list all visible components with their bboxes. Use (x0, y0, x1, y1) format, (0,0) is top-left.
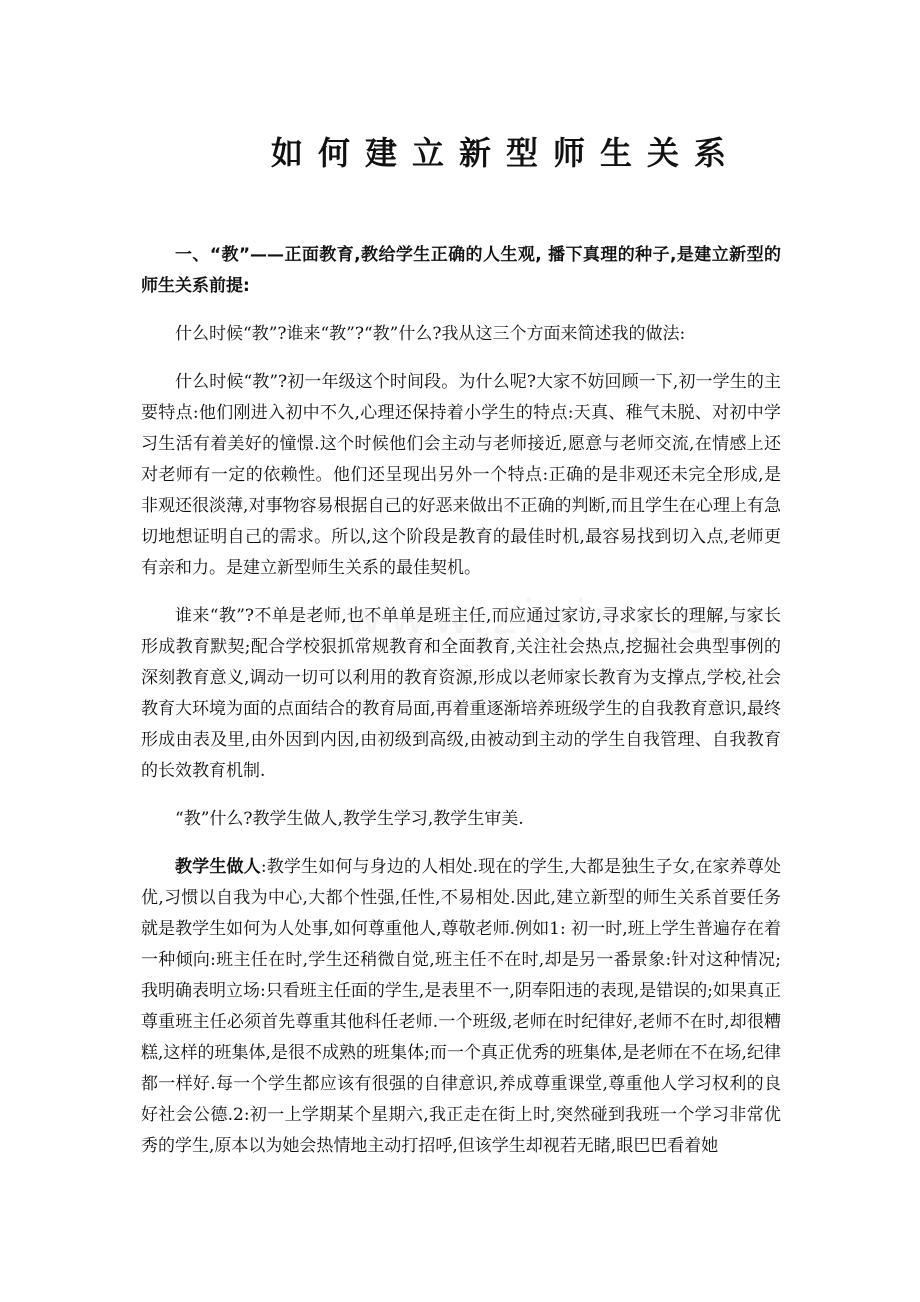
document-body (141, 240, 781, 1162)
who-paragraph (141, 601, 781, 787)
teach-conduct-text: :教学生如何与身边的人相处.现在的学生,大都是独生子女,在家养尊处优,习惯以自我为中心,大都个性强,任性,不易相处.因此,建立新型的师生关系首要任务就是教学生如何为人处事,如何尊重他人,尊敬老师.例如1: 初一时,班上学生普遍存在着一种倾向:班主任在时,学生还稍微自觉,班主任不在时,却是另一番景象:针对这种情况;我明确表明立场:只看班主任面的学生,是表里不一,阴奉阳违的表现,是错误的;如果真正尊重班主任必须首先尊重其他科任老师.一个班级,老师在时纪律好,老师不在时,却很糟糕,这样的班集体,是很不成熟的班集体;而一个真正优秀的班集体,是老师在不在场,纪律都一样好.每一个学生都应该有很强的自律意识,养成尊重课堂,尊重他人学习权利的良好社会公德.2:初一上学期某个星期六,我正走在街上时,突然碰到我班一个学习非常优秀的学生,原本以为她会热情地主动打招呼,但该学生却视若无睹,眼巴巴看着她 (141, 857, 781, 1156)
document-title: 如何建立新型师生关系 (270, 134, 741, 172)
when-paragraph-text: 什么时候“教”?初一年级这个时间段。为什么呢?大家不妨回顾一下,初一学生的主要特点:他们刚进入初中不久,心理还保持着小学生的特点:天真、稚气未脱、对初中学习生活有着美好的憧憬.这个时候他们会主动与老师接近,愿意与老师交流,在情感上还对老师有一定的依赖性。他们还呈现出另外一个特点:正确的是非观还未完全形成,是非观还很淡薄,对事物容易根据自己的好恶来做出不正确的判断,而且学生在心理上有急切地想证明自己的需求。所以,这个阶段是教育的最佳时机,最容易找到切入点,老师更有亲和力。是建立新型师生关系的最佳契机。 (141, 372, 781, 578)
intro-paragraph-text: 什么时候“教”?谁来“教”?“教”什么?我从这三个方面来简述我的做法: (175, 324, 686, 344)
what-paragraph (141, 804, 781, 835)
teach-conduct-lead: 教学生做人 (175, 857, 261, 877)
when-paragraph (141, 367, 781, 584)
intro-paragraph (141, 319, 781, 350)
who-paragraph-text: 谁来“教”?不单是老师,也不单单是班主任,而应通过家访,寻求家长的理解,与家长形成教育默契;配合学校狠抓常规教育和全面教育,关注社会热点,挖掘社会典型事例的深刻教育意义,调动一切可以利用的教育资源,形成以老师家长教育为支撑点,学校,社会教育大环境为面的点面结合的教育局面,再着重逐渐培养班级学生的自我教育意识,最终形成由表及里,由外因到内因,由初级到高级,由被动到主动的学生自我管理、自我教育的长效教育机制. (141, 606, 781, 781)
section-heading (141, 240, 781, 302)
what-paragraph-text: “教”什么?教学生做人,教学生学习,教学生审美. (175, 809, 524, 829)
teach-conduct-paragraph (141, 852, 781, 1162)
section-heading-text: 一、“教”——正面教育,教给学生正确的人生观, 播下真理的种子,是建立新型的师生关系前提: (141, 245, 781, 296)
